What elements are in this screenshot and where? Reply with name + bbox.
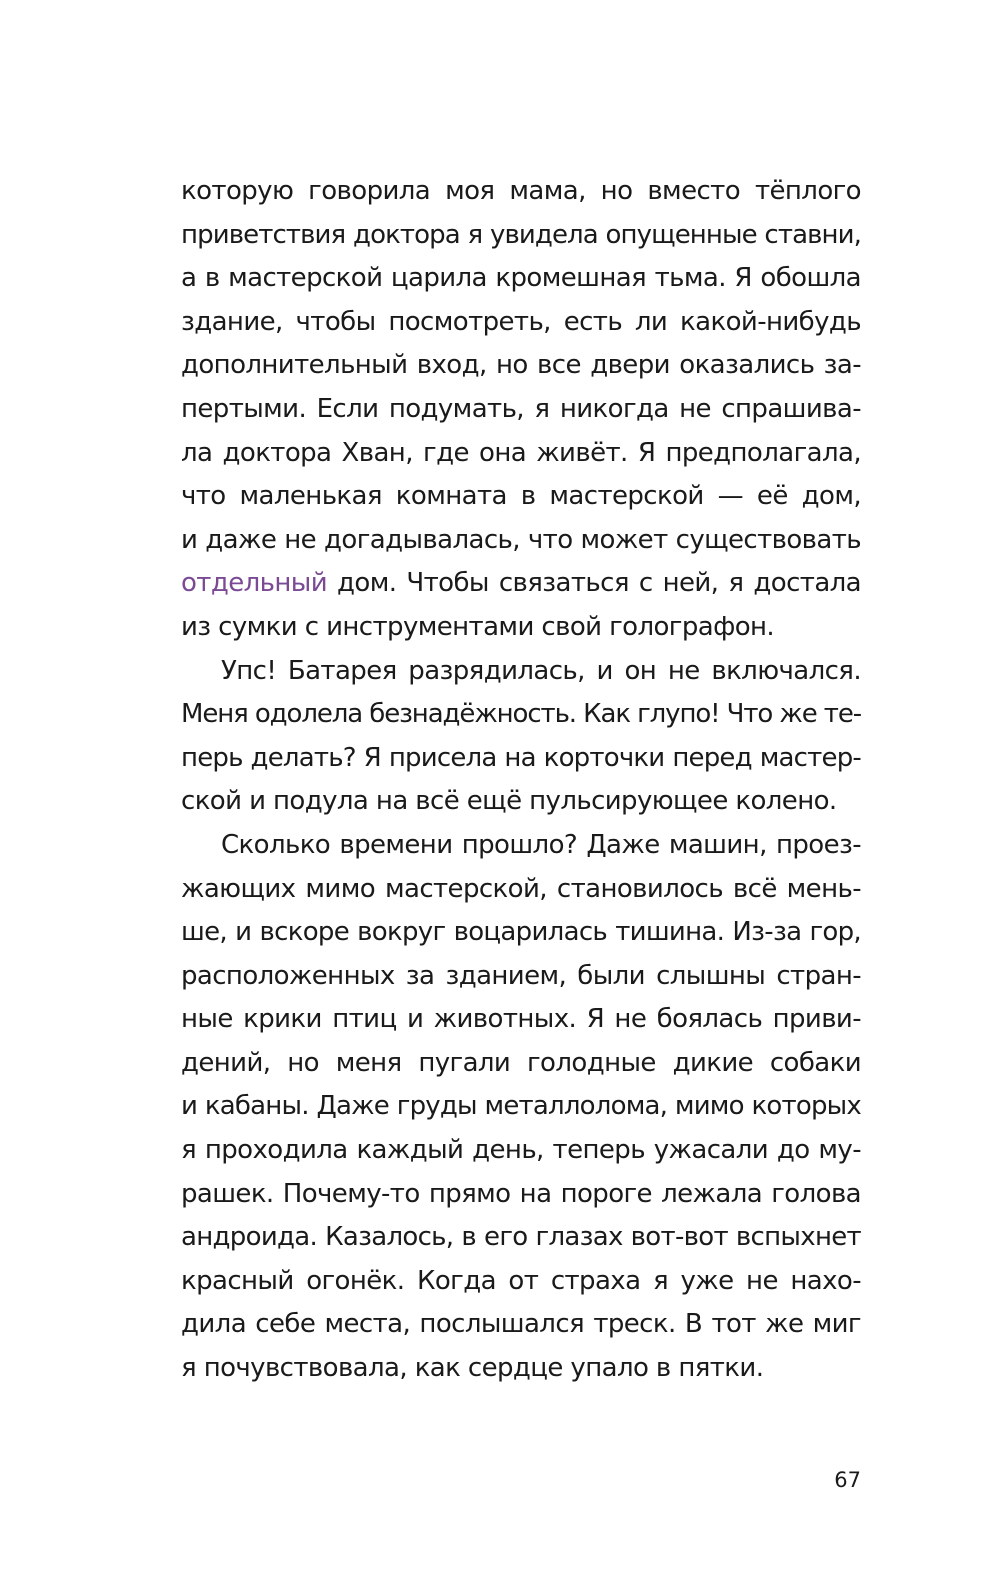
text-line: из сумки с инструментами свой голографон.: [181, 611, 775, 642]
text-line: андроида. Казалось, в его глазах вот-вот вспыхнет: [181, 1222, 861, 1253]
text-line: ные крики птиц и животных. Я не боялась приви-: [181, 1004, 861, 1035]
text-line: перь делать? Я присела на корточки перед мастер-: [181, 742, 861, 773]
text-line: а в мастерской царила кромешная тьма. Я обошла: [181, 263, 861, 294]
text-line: дила себе места, послышался треск. В тот же миг: [181, 1309, 861, 1340]
text-line: что маленькая комната в мастерской — её дом,: [181, 481, 861, 512]
paragraph-1: [181, 170, 861, 650]
text-line: красный огонёк. Когда от страха я уже не нахо-: [181, 1265, 861, 1296]
text-line: рашек. Почему-то прямо на пороге лежала голова: [181, 1178, 861, 1209]
text-line: Упс! Батарея разрядилась, и он не включался.: [221, 655, 861, 686]
paragraph-3: [181, 824, 861, 1391]
paragraph-2: [181, 650, 861, 824]
text-line: ла доктора Хван, где она живёт. Я предполагала,: [181, 437, 861, 468]
text-line-with-highlight: [181, 562, 861, 606]
text-line: ской и подула на всё ещё пульсирующее колено.: [181, 786, 837, 817]
text-line: здание, чтобы посмотреть, есть ли какой-нибудь: [181, 306, 861, 337]
text-line: пертыми. Если подумать, я никогда не спрашива-: [181, 393, 861, 424]
page-number: 67: [834, 1468, 861, 1492]
text-line: и кабаны. Даже груды металлолома, мимо которых: [181, 1091, 861, 1122]
text-line: Меня одолела безнадёжность. Как глупо! Что же те-: [181, 699, 862, 730]
text-line: ше, и вскоре вокруг воцарилась тишина. Из-за гор,: [181, 917, 861, 948]
text-line: и даже не догадывалась, что может существовать: [181, 524, 861, 555]
highlighted-word[interactable]: отдельный: [181, 568, 327, 599]
text-line: приветствия доктора я увидела опущенные ставни,: [181, 219, 861, 250]
text-line: Сколько времени прошло? Даже машин, проез-: [221, 829, 861, 860]
text-fragment: дом. Чтобы связаться с ней, я достала: [327, 568, 861, 599]
text-line: дополнительный вход, но все двери оказались за-: [181, 350, 861, 381]
text-line: которую говорила моя мама, но вместо тёплого: [181, 176, 861, 206]
text-line: я почувствовала, как сердце упало в пятки.: [181, 1353, 764, 1384]
text-line: я проходила каждый день, теперь ужасали до му-: [181, 1135, 861, 1166]
text-line: дений, но меня пугали голодные дикие собаки: [181, 1047, 861, 1078]
body-text: [181, 170, 861, 1391]
text-line: жающих мимо мастерской, становилось всё мень-: [181, 873, 861, 904]
text-line: расположенных за зданием, были слышны стран-: [181, 960, 861, 991]
